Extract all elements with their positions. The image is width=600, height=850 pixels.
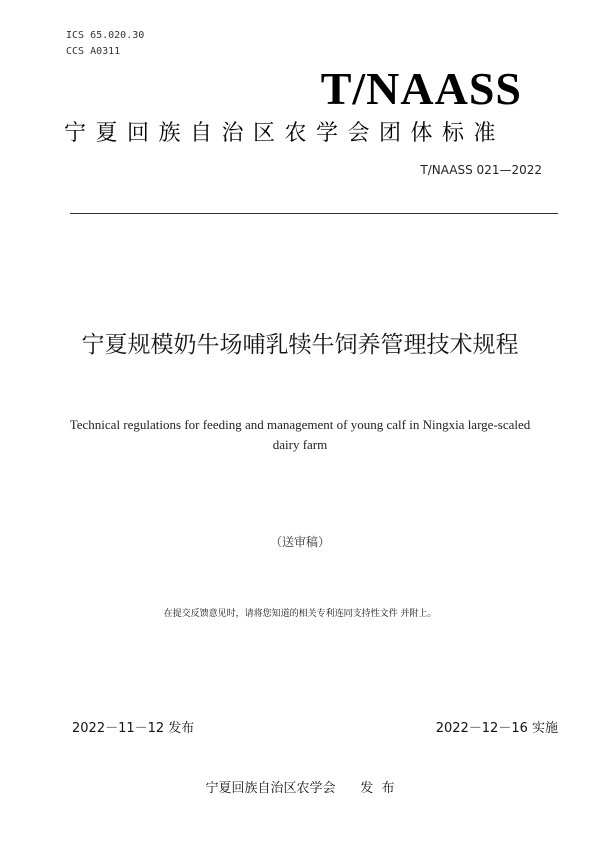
standard-logo: T/NAASS	[320, 63, 522, 114]
ics-code: ICS 65.020.30	[66, 30, 145, 41]
organization-name: 宁夏回族自治区农学会团体标准	[64, 121, 506, 146]
standard-code: T/NAASS 021—2022	[420, 163, 542, 177]
draft-label: （送审稿）	[269, 535, 330, 549]
document-title: 宁夏规模奶牛场哺乳犊牛饲养管理技术规程	[81, 332, 519, 358]
header-divider	[70, 213, 558, 214]
document-subtitle-english: Technical regulations for feeding and management of young calf in Ningxia large-scaled dairy farm	[69, 417, 531, 452]
issue-date: 2022－11－12 发布	[72, 721, 195, 736]
implement-date: 2022－12－16 实施	[435, 721, 558, 736]
patent-note: 在提交反馈意见时，请将您知道的相关专利连同支持性文件 并附上。	[163, 609, 437, 619]
publisher: 宁夏回族自治区农学会 发 布	[205, 781, 395, 796]
ccs-code: CCS A0311	[66, 46, 121, 57]
